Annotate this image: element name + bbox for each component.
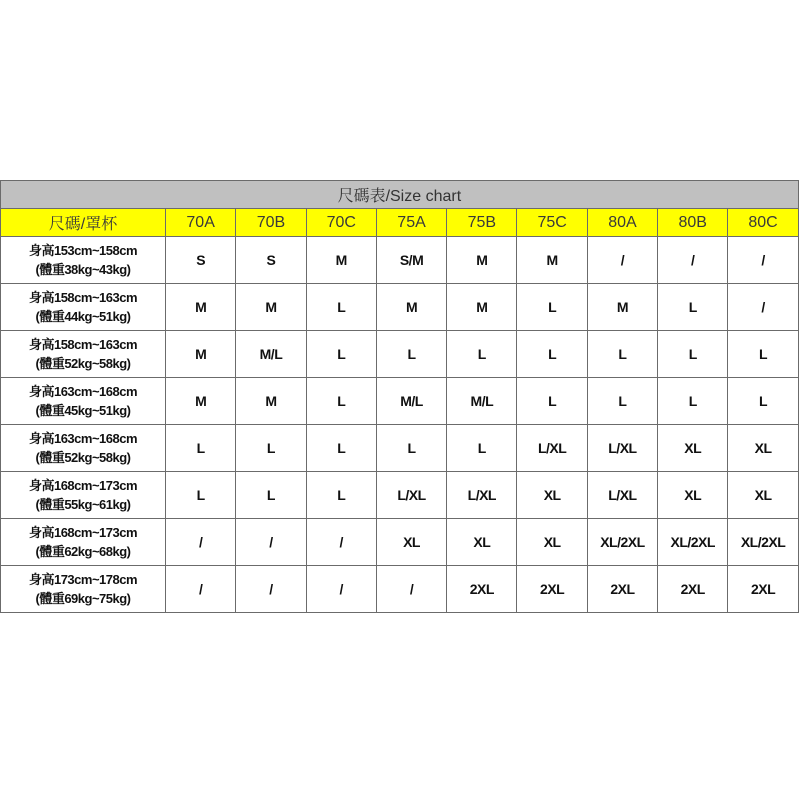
size-chart-table bbox=[0, 180, 799, 613]
size-cell: M bbox=[236, 378, 306, 425]
size-cell: XL bbox=[447, 519, 517, 566]
weight-range: (體重38kg~43kg) bbox=[35, 262, 131, 277]
size-cell: XL/2XL bbox=[728, 519, 798, 566]
size-cell: L bbox=[447, 331, 517, 378]
size-cell: L/XL bbox=[447, 472, 517, 519]
size-cell: / bbox=[236, 519, 306, 566]
table-row bbox=[1, 378, 799, 425]
size-cell: L bbox=[236, 425, 306, 472]
size-cell: L bbox=[306, 472, 376, 519]
corner-header: 尺碼/罩杯 bbox=[1, 209, 166, 237]
table-title: 尺碼表/Size chart bbox=[1, 181, 799, 209]
size-cell: M bbox=[517, 237, 587, 284]
weight-range: (體重55kg~61kg) bbox=[35, 497, 131, 512]
size-cell: / bbox=[166, 519, 236, 566]
size-cell: L bbox=[306, 284, 376, 331]
column-header: 75C bbox=[517, 209, 587, 237]
size-cell: 2XL bbox=[587, 566, 657, 613]
size-cell: M bbox=[166, 284, 236, 331]
size-cell: L bbox=[728, 331, 798, 378]
height-range: 身高163cm~168cm bbox=[28, 384, 138, 399]
size-cell: / bbox=[587, 237, 657, 284]
size-cell: 2XL bbox=[728, 566, 798, 613]
column-header: 75A bbox=[376, 209, 446, 237]
size-cell: S/M bbox=[376, 237, 446, 284]
size-cell: M bbox=[447, 237, 517, 284]
size-cell: L bbox=[517, 378, 587, 425]
size-cell: M bbox=[166, 378, 236, 425]
weight-range: (體重62kg~68kg) bbox=[35, 544, 131, 559]
size-cell: 2XL bbox=[658, 566, 728, 613]
size-cell: 2XL bbox=[447, 566, 517, 613]
row-label bbox=[1, 472, 166, 519]
size-cell: / bbox=[728, 284, 798, 331]
size-cell: M/L bbox=[447, 378, 517, 425]
table-row bbox=[1, 425, 799, 472]
table-row bbox=[1, 331, 799, 378]
size-cell: L bbox=[587, 331, 657, 378]
table-row bbox=[1, 566, 799, 613]
size-cell: XL bbox=[658, 425, 728, 472]
size-cell: L bbox=[658, 378, 728, 425]
size-cell: L bbox=[587, 378, 657, 425]
header-row bbox=[1, 209, 799, 237]
size-cell: XL bbox=[376, 519, 446, 566]
table-row bbox=[1, 519, 799, 566]
column-header: 80C bbox=[728, 209, 798, 237]
column-header: 70B bbox=[236, 209, 306, 237]
weight-range: (體重69kg~75kg) bbox=[35, 591, 131, 606]
size-cell: M/L bbox=[376, 378, 446, 425]
size-cell: / bbox=[306, 566, 376, 613]
size-cell: M bbox=[376, 284, 446, 331]
size-cell: 2XL bbox=[517, 566, 587, 613]
height-range: 身高158cm~163cm bbox=[28, 290, 138, 305]
size-cell: M bbox=[166, 331, 236, 378]
row-label bbox=[1, 237, 166, 284]
size-cell: M bbox=[447, 284, 517, 331]
size-cell: L/XL bbox=[376, 472, 446, 519]
table-row bbox=[1, 472, 799, 519]
size-cell: / bbox=[306, 519, 376, 566]
height-range: 身高158cm~163cm bbox=[28, 337, 138, 352]
size-cell: L bbox=[306, 425, 376, 472]
size-cell: XL bbox=[728, 472, 798, 519]
size-cell: M bbox=[306, 237, 376, 284]
size-cell: XL/2XL bbox=[658, 519, 728, 566]
size-cell: L bbox=[376, 331, 446, 378]
height-range: 身高168cm~173cm bbox=[28, 525, 138, 540]
size-cell: / bbox=[166, 566, 236, 613]
height-range: 身高168cm~173cm bbox=[28, 478, 138, 493]
column-header: 70C bbox=[306, 209, 376, 237]
size-cell: L bbox=[658, 284, 728, 331]
size-cell: XL bbox=[517, 472, 587, 519]
size-cell: L bbox=[376, 425, 446, 472]
size-cell: L bbox=[166, 472, 236, 519]
weight-range: (體重44kg~51kg) bbox=[35, 309, 131, 324]
row-label bbox=[1, 425, 166, 472]
weight-range: (體重52kg~58kg) bbox=[35, 356, 131, 371]
table-row bbox=[1, 284, 799, 331]
column-header: 70A bbox=[166, 209, 236, 237]
size-cell: L bbox=[306, 331, 376, 378]
title-row bbox=[1, 181, 799, 209]
size-cell: L/XL bbox=[517, 425, 587, 472]
size-cell: / bbox=[658, 237, 728, 284]
size-cell: L bbox=[728, 378, 798, 425]
height-range: 身高173cm~178cm bbox=[28, 572, 138, 587]
row-label bbox=[1, 284, 166, 331]
size-cell: M bbox=[587, 284, 657, 331]
size-cell: / bbox=[236, 566, 306, 613]
size-cell: L bbox=[306, 378, 376, 425]
row-label bbox=[1, 331, 166, 378]
size-cell: / bbox=[376, 566, 446, 613]
size-cell: S bbox=[236, 237, 306, 284]
size-cell: L bbox=[166, 425, 236, 472]
weight-range: (體重45kg~51kg) bbox=[35, 403, 131, 418]
row-label bbox=[1, 519, 166, 566]
table-row bbox=[1, 237, 799, 284]
size-cell: L/XL bbox=[587, 425, 657, 472]
size-cell: M/L bbox=[236, 331, 306, 378]
size-cell: M bbox=[236, 284, 306, 331]
column-header: 80B bbox=[658, 209, 728, 237]
column-header: 80A bbox=[587, 209, 657, 237]
row-label bbox=[1, 378, 166, 425]
size-cell: L bbox=[517, 284, 587, 331]
weight-range: (體重52kg~58kg) bbox=[35, 450, 131, 465]
size-cell: L bbox=[447, 425, 517, 472]
size-cell: S bbox=[166, 237, 236, 284]
height-range: 身高163cm~168cm bbox=[28, 431, 138, 446]
size-cell: L bbox=[658, 331, 728, 378]
size-cell: L bbox=[517, 331, 587, 378]
column-header: 75B bbox=[447, 209, 517, 237]
size-cell: XL bbox=[728, 425, 798, 472]
size-cell: / bbox=[728, 237, 798, 284]
height-range: 身高153cm~158cm bbox=[28, 243, 138, 258]
size-cell: L/XL bbox=[587, 472, 657, 519]
size-cell: L bbox=[236, 472, 306, 519]
row-label bbox=[1, 566, 166, 613]
size-cell: XL bbox=[517, 519, 587, 566]
size-cell: XL bbox=[658, 472, 728, 519]
size-cell: XL/2XL bbox=[587, 519, 657, 566]
